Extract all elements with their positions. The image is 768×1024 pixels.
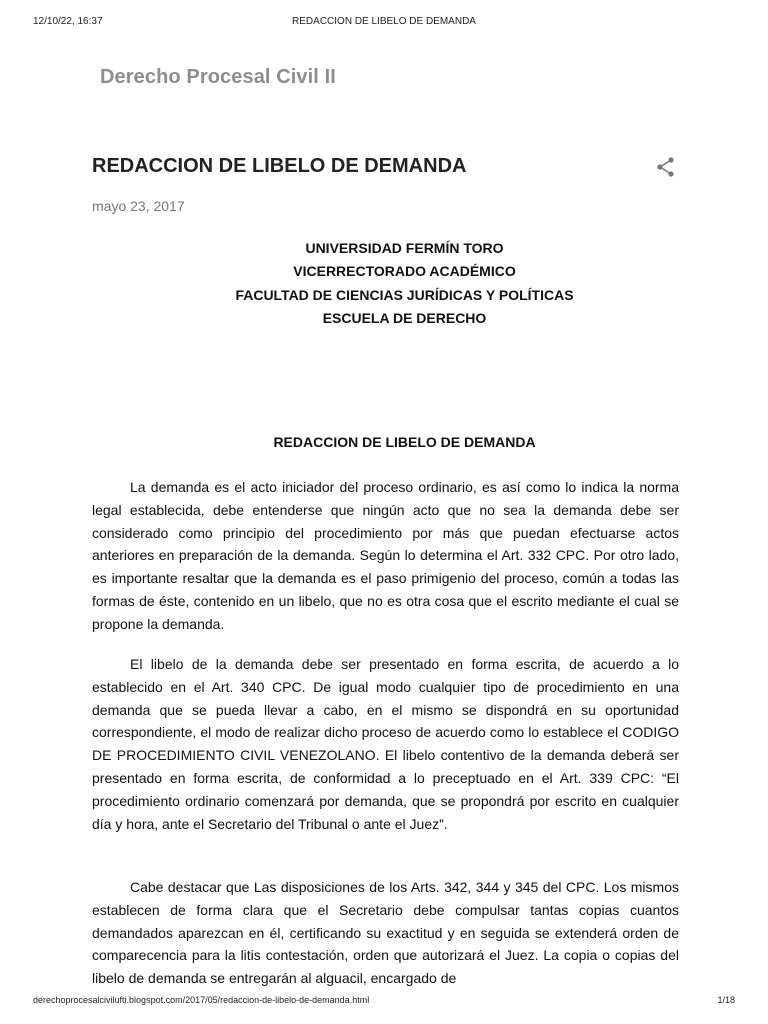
paragraph-text: El libelo de la demanda debe ser presentado en forma escrita, de acuerdo a lo establecido en el Art. 340 CPC. De igual modo cualquier tipo de procedimiento en una demanda que se pueda llevar a cabo, en el mismo se dispondrá en su oportunidad correspondiente, el modo de realizar dicho proceso de acuerdo como lo establece el CODIGO DE PROCEDIMIENTO CIVIL VENEZOLANO. El libelo contentivo de la demanda deberá ser presentado en forma escrita, de conformidad a lo preceptuado en el Art. 339 CPC: “El procedimiento ordinario comenzará por demanda, que se propondrá por escrito en cualquier día y hora, ante el Secretario del Tribunal o ante el Juez”. xyxy=(92,656,679,832)
section-title: REDACCION DE LIBELO DE DEMANDA xyxy=(273,434,536,450)
institution-line: FACULTAD DE CIENCIAS JURÍDICAS Y POLÍTICAS xyxy=(235,287,574,303)
paragraph xyxy=(92,476,679,636)
print-timestamp: 12/10/22, 16:37 xyxy=(33,16,103,27)
print-page-number: 1/18 xyxy=(717,995,735,1005)
paragraph xyxy=(92,653,679,835)
post-title: REDACCION DE LIBELO DE DEMANDA xyxy=(92,155,467,177)
paragraph-text: Cabe destacar que Las disposiciones de los Arts. 342, 344 y 345 del CPC. Los mismos establecen de forma clara que el Secretario debe compulsar tantas copias cuantos demandados aparezcan en él, certificando su exactitud y en seguida se extenderá orden de comparecencia para la litis contestación, orden que autorizará el Juez. La copia o copias del libelo de demanda se entregarán al alguacil, encargado de xyxy=(92,879,679,987)
institution-line: VICERRECTORADO ACADÉMICO xyxy=(293,263,516,279)
institution-line: ESCUELA DE DERECHO xyxy=(322,310,487,326)
paragraph xyxy=(92,876,679,990)
institution-line: UNIVERSIDAD FERMÍN TORO xyxy=(305,240,504,256)
print-page-title: REDACCION DE LIBELO DE DEMANDA xyxy=(292,16,476,27)
print-url: derechoprocesalcivilufti.blogspot.com/2017/05/redaccion-de-libelo-de-demanda.html xyxy=(33,995,370,1005)
print-footer xyxy=(33,995,735,1009)
print-header xyxy=(33,16,735,30)
blog-title-link[interactable]: Derecho Procesal Civil II xyxy=(100,66,336,88)
paragraph-text: La demanda es el acto iniciador del proceso ordinario, es así como lo indica la norma legal establecida, debe entenderse que ningún acto que no sea la demanda debe ser considerado como principio del procedimiento por más que puedan efectuarse actos anteriores en preparación de la demanda. Según lo determina el Art. 332 CPC. Por otro lado, es importante resaltar que la demanda es el paso primigenio del proceso, común a todas las formas de éste, contenido en un libelo, que no es otra cosa que el escrito mediante el cual se propone la demanda. xyxy=(92,479,679,632)
share-icon[interactable] xyxy=(655,156,677,178)
post-date: mayo 23, 2017 xyxy=(92,198,185,214)
